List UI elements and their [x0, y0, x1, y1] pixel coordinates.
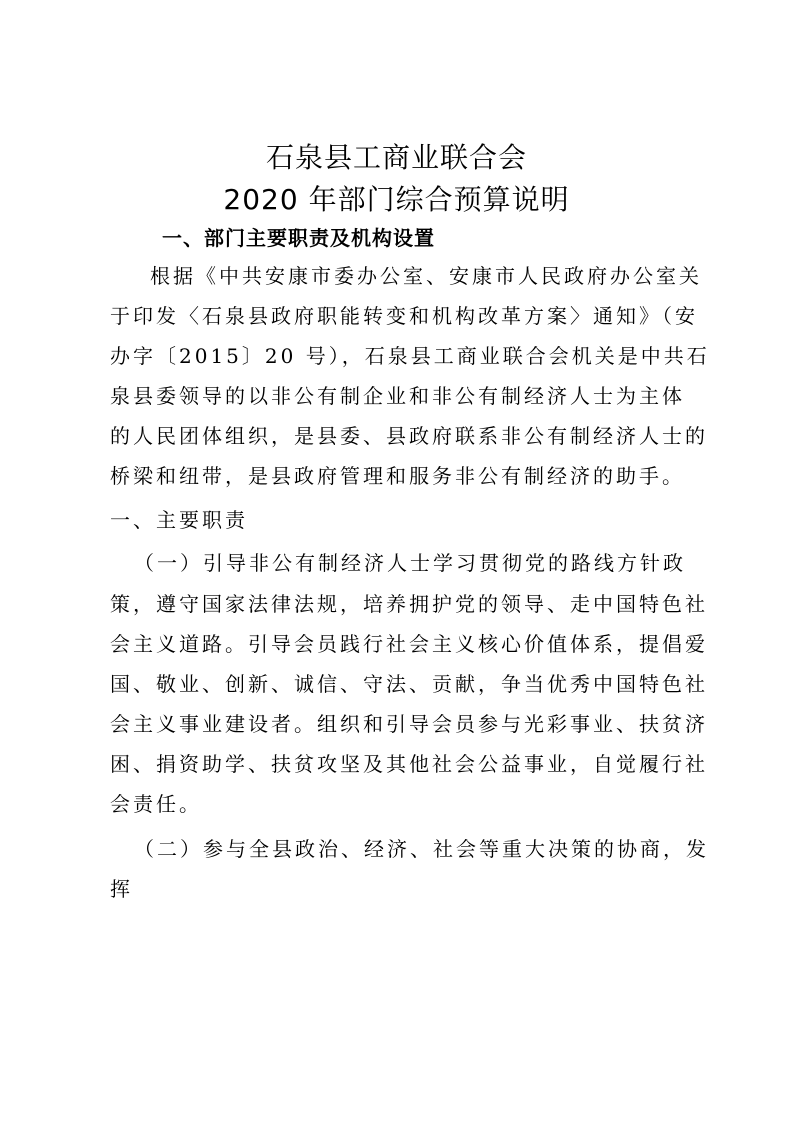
intro-line: 根据《中共安康市委办公室、安康市人民政府办公室关 — [150, 264, 702, 288]
document-title-line1: 石泉县工商业联合会 — [265, 141, 527, 174]
duty2-line: 挥 — [110, 877, 133, 901]
duties-heading: 一、主要职责 — [110, 508, 248, 532]
intro-line: 桥梁和纽带，是县政府管理和服务非公有制经济的助手。 — [110, 464, 685, 488]
duty1-line: 会主义事业建设者。组织和引导会员参与光彩事业、扶贫济 — [110, 712, 708, 736]
duty1-line: 会责任。 — [110, 792, 202, 816]
section-heading: 一、部门主要职责及机构设置 — [162, 226, 435, 250]
intro-line: 的人民团体组织，是县委、县政府联系非公有制经济人士的 — [110, 424, 708, 448]
duty1-line: 国、敬业、创新、诚信、守法、贡献，争当优秀中国特色社 — [110, 672, 708, 696]
intro-line: 泉县委领导的以非公有制企业和非公有制经济人士为主体 — [110, 384, 685, 408]
duty2-line: （二）参与全县政治、经济、社会等重大决策的协商，发 — [134, 837, 709, 861]
duty1-line: 策，遵守国家法律法规，培养拥护党的领导、走中国特色社 — [110, 592, 708, 616]
duty1-line: 会主义道路。引导会员践行社会主义核心价值体系，提倡爱 — [110, 632, 708, 656]
intro-line: 办字〔2015〕20 号），石泉县工商业联合会机关是中共石 — [110, 344, 710, 368]
intro-line: 于印发〈石泉县政府职能转变和机构改革方案〉通知》（安 — [110, 304, 698, 328]
document-title-line2: 2020 年部门综合预算说明 — [223, 183, 570, 216]
duty1-line: （一）引导非公有制经济人士学习贯彻党的路线方针政 — [134, 551, 686, 575]
duty1-line: 困、捐资助学、扶贫攻坚及其他社会公益事业，自觉履行社 — [110, 752, 708, 776]
